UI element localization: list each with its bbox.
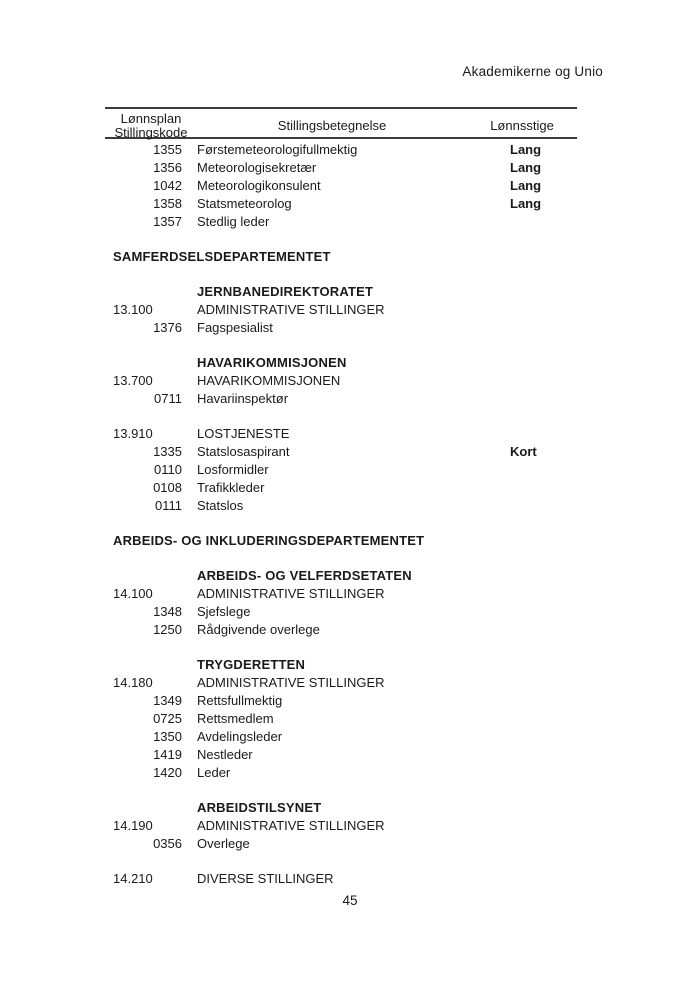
group-heading bbox=[105, 282, 577, 300]
page-number: 45 bbox=[342, 893, 358, 908]
lonnsplan-code: 14.100 bbox=[113, 586, 153, 601]
group-heading bbox=[105, 353, 577, 371]
stillingsbetegnelse: Sjefslege bbox=[197, 604, 251, 619]
table-row bbox=[105, 763, 577, 781]
table-row bbox=[105, 496, 577, 514]
plan-row bbox=[105, 584, 577, 602]
lonnsplan-code: 13.100 bbox=[113, 302, 153, 317]
plan-row bbox=[105, 816, 577, 834]
stillingsbetegnelse: Trafikkleder bbox=[197, 480, 265, 495]
table-row bbox=[105, 212, 577, 230]
table-row bbox=[105, 318, 577, 336]
plan-row bbox=[105, 869, 577, 887]
stillingskode: 0711 bbox=[154, 391, 182, 406]
stillingsbetegnelse: Meteorologisekretær bbox=[197, 160, 317, 175]
lonnsplan-code: 13.700 bbox=[113, 373, 153, 388]
lonnsplan-code: 14.210 bbox=[113, 871, 153, 886]
stillingsbetegnelse: Overlege bbox=[197, 836, 250, 851]
stillingskode: 1376 bbox=[153, 320, 182, 335]
table-row bbox=[105, 745, 577, 763]
stillingsbetegnelse: LOSTJENESTE bbox=[197, 426, 290, 441]
stillingskode: 1350 bbox=[153, 729, 182, 744]
stillingskode: 1349 bbox=[153, 693, 182, 708]
group-heading bbox=[105, 798, 577, 816]
stillingsbetegnelse: Losformidler bbox=[197, 462, 269, 477]
lonnsplan-code: 13.910 bbox=[113, 426, 153, 441]
spacer-row bbox=[105, 549, 577, 566]
lonnsstige-value: Lang bbox=[510, 178, 542, 193]
spacer-row bbox=[105, 781, 577, 798]
stillingskode: 1042 bbox=[153, 178, 182, 193]
stillingsbetegnelse: HAVARIKOMMISJONEN bbox=[197, 373, 341, 388]
column-header-stillingsbetegnelse: Stillingsbetegnelse bbox=[277, 118, 387, 133]
stillingsbetegnelse: Leder bbox=[197, 765, 231, 780]
stillingskode: 0725 bbox=[153, 711, 182, 726]
table-row bbox=[105, 727, 577, 745]
table-row bbox=[105, 602, 577, 620]
column-header-stillingskode: Stillingskode bbox=[114, 124, 188, 140]
stillingsbetegnelse: Stedlig leder bbox=[197, 214, 270, 229]
plan-row bbox=[105, 424, 577, 442]
salary-table bbox=[105, 107, 577, 887]
lonnsstige-value: Kort bbox=[510, 444, 537, 459]
group-heading bbox=[105, 566, 577, 584]
stillingsbetegnelse: Havariinspektør bbox=[197, 391, 289, 406]
stillingsbetegnelse: DIVERSE STILLINGER bbox=[197, 871, 334, 886]
column-header-lonnsplan-stillingskode bbox=[105, 111, 197, 140]
stillingsbetegnelse: ARBEIDSTILSYNET bbox=[197, 800, 322, 815]
spacer-row bbox=[105, 852, 577, 869]
spacer-row bbox=[105, 336, 577, 353]
stillingskode: 1419 bbox=[153, 747, 182, 762]
spacer-row bbox=[105, 638, 577, 655]
stillingskode: 1358 bbox=[153, 196, 182, 211]
stillingsbetegnelse: HAVARIKOMMISJONEN bbox=[197, 355, 347, 370]
stillingskode: 1335 bbox=[153, 444, 182, 459]
lonnsplan-code: 14.180 bbox=[113, 675, 153, 690]
stillingsbetegnelse: Fagspesialist bbox=[197, 320, 273, 335]
lonnsstige-value: Lang bbox=[510, 142, 542, 157]
stillingsbetegnelse: ADMINISTRATIVE STILLINGER bbox=[197, 586, 385, 601]
table-row bbox=[105, 478, 577, 496]
table-row bbox=[105, 834, 577, 852]
stillingsbetegnelse: Rådgivende overlege bbox=[197, 622, 320, 637]
table-row bbox=[105, 709, 577, 727]
stillingsbetegnelse: JERNBANEDIREKTORATET bbox=[197, 284, 374, 299]
stillingsbetegnelse: ADMINISTRATIVE STILLINGER bbox=[197, 818, 385, 833]
stillingsbetegnelse: Meteorologikonsulent bbox=[197, 178, 321, 193]
table-row bbox=[105, 194, 577, 212]
stillingsbetegnelse: Førstemeteorologifullmektig bbox=[197, 142, 358, 157]
lonnsplan-code: 14.190 bbox=[113, 818, 153, 833]
lonnsstige-value: Lang bbox=[510, 196, 542, 211]
table-row bbox=[105, 158, 577, 176]
stillingskode: 0108 bbox=[153, 480, 182, 495]
stillingsbetegnelse: Statslosaspirant bbox=[197, 444, 290, 459]
stillingsbetegnelse: ADMINISTRATIVE STILLINGER bbox=[197, 302, 385, 317]
stillingskode: 1348 bbox=[153, 604, 182, 619]
plan-row bbox=[105, 371, 577, 389]
stillingskode: 1355 bbox=[153, 142, 182, 157]
stillingsbetegnelse: TRYGDERETTEN bbox=[197, 657, 306, 672]
stillingskode: 0110 bbox=[154, 462, 182, 477]
stillingskode: 0111 bbox=[155, 498, 182, 513]
table-row bbox=[105, 389, 577, 407]
stillingsbetegnelse: Statslos bbox=[197, 498, 244, 513]
stillingskode: 1356 bbox=[153, 160, 182, 175]
stillingsbetegnelse: SAMFERDSELSDEPARTEMENTET bbox=[113, 249, 331, 264]
table-body bbox=[105, 140, 577, 887]
stillingsbetegnelse: Rettsmedlem bbox=[197, 711, 274, 726]
table-row bbox=[105, 442, 577, 460]
table-row bbox=[105, 460, 577, 478]
table-header-row bbox=[105, 109, 577, 140]
section-heading bbox=[105, 247, 577, 265]
plan-row bbox=[105, 300, 577, 318]
running-header: Akademikerne og Unio bbox=[462, 64, 603, 79]
stillingsbetegnelse: Statsmeteorolog bbox=[197, 196, 292, 211]
table-header bbox=[105, 107, 577, 139]
stillingskode: 1420 bbox=[153, 765, 182, 780]
group-heading bbox=[105, 655, 577, 673]
stillingsbetegnelse: Nestleder bbox=[197, 747, 253, 762]
stillingsbetegnelse: Rettsfullmektig bbox=[197, 693, 283, 708]
section-heading bbox=[105, 531, 577, 549]
spacer-row bbox=[105, 230, 577, 247]
stillingskode: 1357 bbox=[153, 214, 182, 229]
table-row bbox=[105, 140, 577, 158]
spacer-row bbox=[105, 265, 577, 282]
lonnsstige-value: Lang bbox=[510, 160, 542, 175]
table-row bbox=[105, 176, 577, 194]
stillingskode: 1250 bbox=[153, 622, 182, 637]
table-row bbox=[105, 691, 577, 709]
spacer-row bbox=[105, 407, 577, 424]
column-header-lonnsplan: Lønnsplan bbox=[120, 111, 182, 126]
stillingsbetegnelse: ADMINISTRATIVE STILLINGER bbox=[197, 675, 385, 690]
column-header-lonnsstige: Lønnsstige bbox=[490, 118, 554, 133]
stillingskode: 0356 bbox=[153, 836, 182, 851]
stillingsbetegnelse: Avdelingsleder bbox=[197, 729, 283, 744]
stillingsbetegnelse: ARBEIDS- OG VELFERDSETATEN bbox=[197, 568, 412, 583]
stillingsbetegnelse: ARBEIDS- OG INKLUDERINGSDEPARTEMENTET bbox=[113, 533, 425, 548]
plan-row bbox=[105, 673, 577, 691]
table-row bbox=[105, 620, 577, 638]
spacer-row bbox=[105, 514, 577, 531]
